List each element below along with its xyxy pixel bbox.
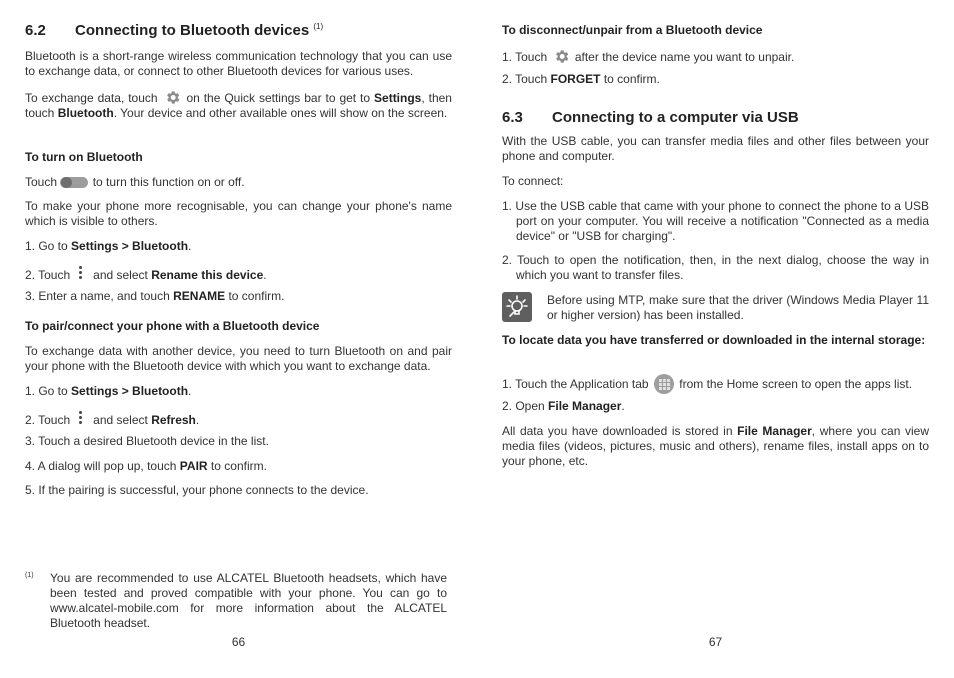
section-title: Connecting to Bluetooth devices [75,22,310,39]
locate-step-2: 2. Open File Manager. [502,399,625,413]
pair-intro: To exchange data with another device, you need to turn Bluetooth on and pair your phone with the Bluetooth device with which you want to exchange data. [25,344,452,373]
section-heading-6-3 [502,109,929,126]
right-page [502,0,929,678]
rename-step-1: 1. Go to Settings > Bluetooth. [25,239,192,253]
more-vert-icon [73,409,87,426]
section-number: 6.2 [25,22,46,39]
intro-paragraph: Bluetooth is a short-range wireless communication technology that you can use to exchange data, or connect to other Bluetooth devices for various uses. [25,49,452,78]
footnote-ref: (1) [313,22,324,31]
section-number: 6.3 [502,109,523,126]
usb-intro: With the USB cable, you can transfer media files and other files between your phone and computer. [502,134,929,163]
tip-text: Before using MTP, make sure that the driver (Windows Media Player 11 or higher version) has been installed. [547,293,929,322]
lightbulb-tip-icon [502,292,532,322]
pair-step-4: 4. A dialog will pop up, touch PAIR to confirm. [25,459,267,473]
unpair-step-2: 2. Touch FORGET to confirm. [502,72,660,86]
rename-step-2: 2. Touch and select Rename this device. [25,264,452,283]
unpair-step-1: 1. Touch after the device name you want to unpair. [502,50,795,64]
locate-heading: To locate data you have transferred or downloaded in the internal storage: [502,333,926,347]
turn-on-heading: To turn on Bluetooth [25,150,143,164]
pair-step-2: 2. Touch and select Refresh. [25,409,452,428]
left-page [25,0,452,678]
page-number: 66 [231,635,246,649]
gear-icon [553,48,570,65]
to-connect-label: To connect: [502,174,564,188]
connect-step-1: 1. Use the USB cable that came with your phone to connect the phone to a USB port on your computer. You will receive a notification "Connected as a media device" or "USB for charging". [502,199,929,243]
more-vert-icon [73,264,87,281]
locate-step-1: 1. Touch the Application tab from the Home screen to open the apps list. [502,374,929,394]
recognisable-paragraph: To make your phone more recognisable, you can change your phone's name which is visible to others. [25,199,452,228]
unpair-heading: To disconnect/unpair from a Bluetooth device [502,23,763,37]
exchange-paragraph: To exchange data, touch on the Quick settings bar to get to Settings, then touch Bluetooth. Your device and other available ones will show on the screen. [25,91,452,120]
footnote-text: You are recommended to use ALCATEL Bluetooth headsets, which have been tested and proved compatible with your phone. You can go to www.alcatel-mobile.com for more information about the ALCATEL Bluetooth headset. [50,571,447,630]
pair-step-3: 3. Touch a desired Bluetooth device in the list. [25,434,269,448]
section-title: Connecting to a computer via USB [552,109,799,126]
pair-step-1: 1. Go to Settings > Bluetooth. [25,384,192,398]
app-drawer-icon [654,374,674,394]
pair-heading: To pair/connect your phone with a Bluetooth device [25,319,320,333]
page-number: 67 [708,635,723,649]
rename-step-3: 3. Enter a name, and touch RENAME to confirm. [25,289,285,303]
turn-on-text: Touch to turn this function on or off. [25,175,245,189]
gear-icon [164,89,181,106]
pair-step-5: 5. If the pairing is successful, your phone connects to the device. [25,483,369,497]
all-data-paragraph: All data you have downloaded is stored in File Manager, where you can view media files (videos, pictures, music and others), rename files, install apps on to your phone, etc. [502,424,929,468]
connect-step-2: 2. Touch to open the notification, then, in the next dialog, choose the way in which you want to transfer files. [502,253,929,282]
footnote-marker: (1) [25,572,34,579]
toggle-switch-icon [60,177,88,188]
section-heading-6-2 [25,22,452,39]
